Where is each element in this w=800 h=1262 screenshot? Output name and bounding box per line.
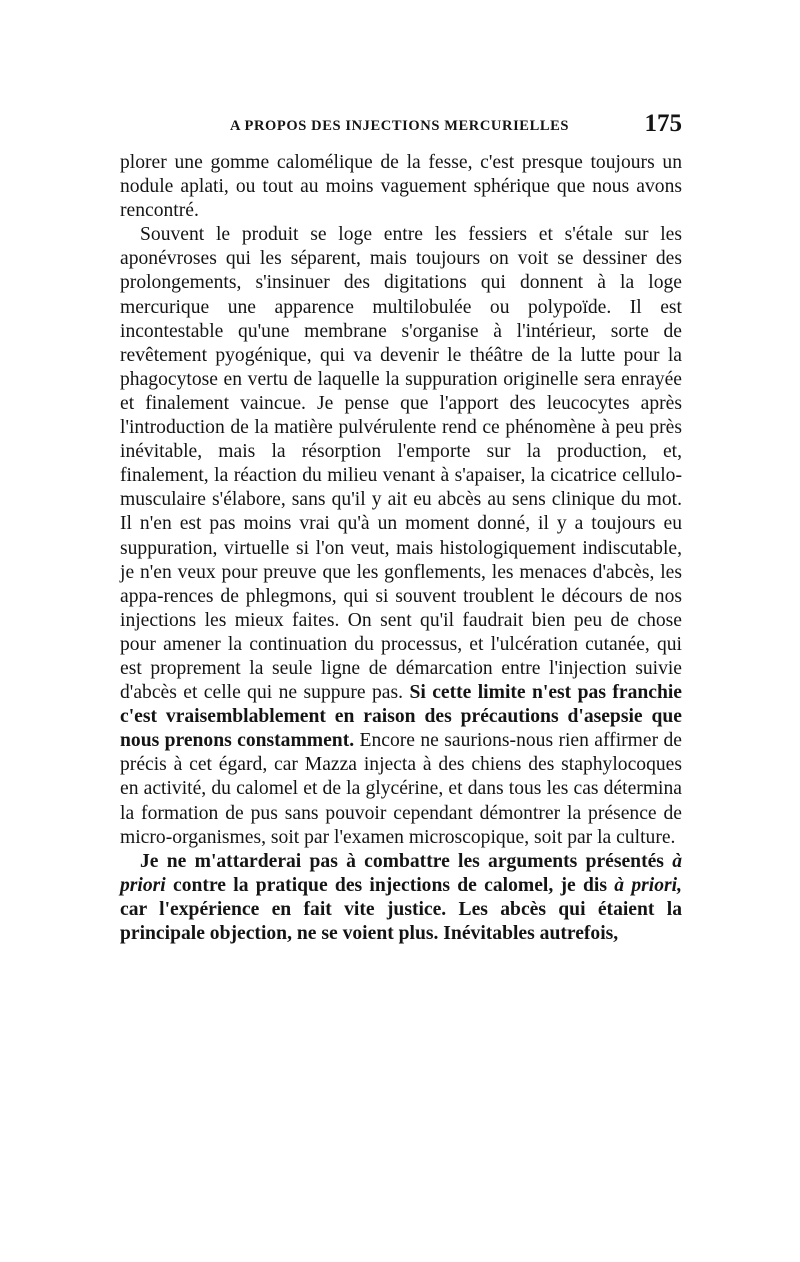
body-text [120, 151, 682, 946]
paragraph-1-text: plorer une gomme calomélique de la fesse, c'est presque toujours un nodule aplati, ou tout au moins vaguement sphérique que nous avons rencontré. [120, 152, 682, 222]
paragraph-1 [120, 151, 682, 223]
page-number: 175 [644, 110, 682, 137]
paragraph-3 [120, 850, 682, 946]
paragraph-3-text-b: contre la pratique des injections de calomel, je dis [173, 874, 607, 896]
paragraph-2 [120, 223, 682, 849]
paragraph-2-text-c: Encore ne saurions-nous rien affirmer de précis à cet égard, car Mazza injecta à des chiens des staphylocoques en activité, du calomel et de la glycérine, et dans tous les cas détermina la formation de pus sans pouvoir cependant démontrer la présence de micro-organismes, soit par l'examen microscopique, soit par la culture. [120, 730, 682, 848]
paragraph-3-text-c: car l'expérience en fait vite justice. Les abcès qui étaient la principale objection, ne se voient plus. Inévitables autrefois, [120, 898, 682, 944]
paragraph-3-italic-a: à priori [120, 850, 682, 896]
paragraph-3-italic-b: à priori, [614, 874, 683, 896]
paragraph-3-text-a: Je ne m'attarderai pas à combattre les arguments présentés [140, 850, 664, 872]
running-header: A PROPOS DES INJECTIONS MERCURIELLES [230, 118, 570, 134]
paragraph-2-text-b: Si cette limite n'est pas franchie c'est vraisemblablement en raison des précautions d'asepsie que nous prenons constamment. [120, 682, 682, 752]
paragraph-2-text-a: Souvent le produit se loge entre les fessiers et s'étale sur les aponévroses qui les séparent, mais toujours on voit se dessiner des prolongements, s'insinuer des digitations qui donnent à la loge mercurique une apparence multilobulée ou polypoïde. Il est incontestable qu'une membrane s'organise à l'intérieur, sorte de revêtement pyogénique, qui va devenir le théâtre de la lutte pour la phagocytose en vertu de laquelle la suppuration originelle sera enrayée et finalement vaincue. Je pense que l'apport des leucocytes après l'introduction de la matière pulvérulente rend ce phénomène à peu près inévitable, mais la résorption l'emporte sur la production, et, finalement, la réaction du milieu venant à s'apaiser, la cicatrice cellulo-musculaire s'élabore, sans qu'il y ait eu abcès au sens clinique du mot. Il n'en est pas moins vrai qu'à un moment donné, il y a toujours eu suppuration, virtuelle si l'on veut, mais histologiquement indiscutable, je n'en veux pour preuve que les gonflements, les menaces d'abcès, les appa-rences de phlegmons, qui si souvent troublent le décours de nos injections les mieux faites. On sent qu'il faudrait bien peu de chose pour amener la continuation du processus, et l'ulcération cutanée, qui est proprement la seule ligne de démarcation entre l'injection suivie d'abcès et celle qui ne suppure pas. [120, 224, 682, 704]
